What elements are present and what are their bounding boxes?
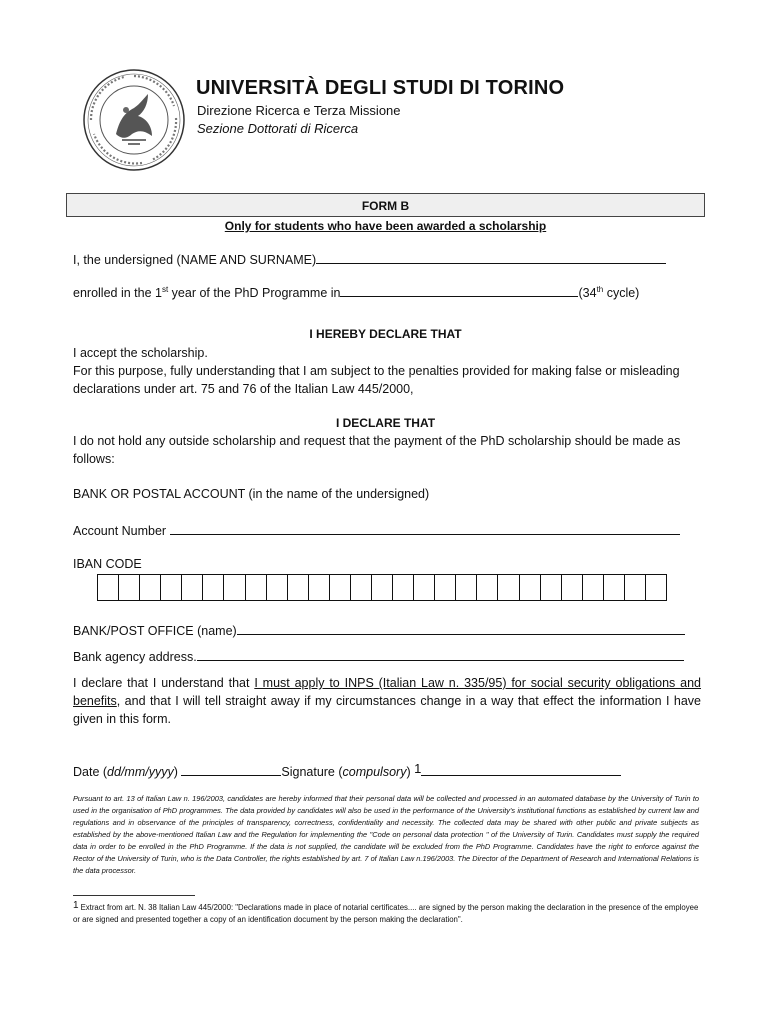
iban-cell[interactable] — [161, 575, 182, 600]
signature-field[interactable] — [421, 763, 621, 776]
penalties-text: For this purpose, fully understanding that I am subject to the penalties provided for making false or misleading declarations under art. 75 and 76 of the Italian Law 445/2000, — [73, 364, 680, 396]
form-subtitle: Only for students who have been awarded a scholarship — [224, 219, 547, 233]
inps-underlined-text: I must apply to INPS (Italian Law n. 335/95) for social security obligations and benefits — [73, 676, 701, 708]
iban-cell[interactable] — [646, 575, 666, 600]
footnote-ref: 1 — [414, 761, 422, 776]
account-number-field[interactable] — [170, 522, 680, 535]
enrolled-row — [73, 284, 639, 300]
iban-label: IBAN CODE — [73, 557, 142, 571]
iban-cell[interactable] — [351, 575, 372, 600]
iban-cell[interactable] — [456, 575, 477, 600]
inps-declaration: I declare that I understand that I must apply to INPS (Italian Law n. 335/95) for social security obligations and benefits, and that I will tell straight away if my circumstances change in a way that effect the information I have given in this form. — [73, 676, 701, 726]
department-name: Direzione Ricerca e Terza Missione — [197, 103, 401, 118]
iban-cell[interactable] — [140, 575, 161, 600]
iban-cell[interactable] — [498, 575, 519, 600]
bank-account-heading: BANK OR POSTAL ACCOUNT (in the name of the undersigned) — [73, 487, 430, 501]
iban-cell[interactable] — [477, 575, 498, 600]
iban-grid — [97, 574, 667, 601]
iban-cell[interactable] — [604, 575, 625, 600]
iban-cell[interactable] — [288, 575, 309, 600]
enrolled-sup: st — [161, 284, 169, 294]
bank-agency-row — [73, 648, 684, 664]
declare-heading-1: I HEREBY DECLARE THAT — [309, 327, 462, 341]
iban-cell[interactable] — [309, 575, 330, 600]
signature-row: Date (dd/mm/yyyy) Signature (compulsory) 1 — [73, 761, 621, 779]
iban-cell[interactable] — [435, 575, 456, 600]
date-format: dd/mm/yyyy — [107, 765, 174, 779]
account-number-row — [73, 522, 680, 538]
date-field[interactable] — [181, 763, 281, 776]
name-field[interactable] — [316, 251, 666, 264]
iban-cell[interactable] — [583, 575, 604, 600]
iban-cell[interactable] — [224, 575, 245, 600]
iban-cell[interactable] — [414, 575, 435, 600]
footnote — [73, 900, 699, 926]
footnote-text: Extract from art. N. 38 Italian Law 445/2000: "Declarations made in place of notarial certificates.... are signed by the person making the declaration in the presence of the employee or are signed and presented together a copy of an identification document by the person making the declaration". — [73, 903, 699, 924]
iban-cell[interactable] — [541, 575, 562, 600]
iban-cell[interactable] — [119, 575, 140, 600]
name-row — [73, 251, 666, 267]
form-title: FORM B — [361, 199, 410, 213]
university-name: UNIVERSITÀ DEGLI STUDI DI TORINO — [196, 77, 565, 99]
iban-cell[interactable] — [372, 575, 393, 600]
enrolled-mid: year of the PhD Programme in — [168, 286, 341, 300]
iban-cell[interactable] — [246, 575, 267, 600]
cycle-sup: th — [596, 284, 604, 294]
accept-text: I accept the scholarship. — [73, 346, 208, 360]
cycle-suffix: cycle) — [603, 286, 640, 300]
declare-heading-2: I DECLARE THAT — [335, 416, 436, 430]
section-name: Sezione Dottorati di Ricerca — [197, 121, 359, 136]
iban-cell[interactable] — [203, 575, 224, 600]
iban-cell[interactable] — [625, 575, 646, 600]
enrolled-prefix: enrolled in the 1 — [73, 286, 162, 300]
bank-office-label: BANK/POST OFFICE (name) — [73, 624, 237, 638]
iban-cell[interactable] — [330, 575, 351, 600]
bank-office-row — [73, 622, 685, 638]
iban-cell[interactable] — [393, 575, 414, 600]
iban-cell[interactable] — [267, 575, 288, 600]
bank-agency-label: Bank agency address. — [73, 650, 197, 664]
iban-cell[interactable] — [520, 575, 541, 600]
phd-programme-field[interactable] — [340, 284, 578, 297]
university-seal-logo — [82, 68, 186, 172]
privacy-notice: Pursuant to art. 13 of Italian Law n. 196/2003, candidates are hereby informed that their personal data will be collected and processed in an automated database by the University of Turin to used in the organisation of PhD programmes. The data provided by candidates will also be used in the performance of the University's institutional functions as established by current law and regulations and in observance of the principles of transparency, correctness, confidentiality and necessity. The collected data may be shared with other public and private subjects as established by the above-mentioned Italian Law and the Regulation for implementing the "Code on personal data protection " of the University of Turin. Candidates must supply the required data in order to be enrolled in the PhD Programme. If the data is not supplied, the candidate will be excluded from the PhD Programme. Candidates have the right to enforce against the Rector of the University of Turin, who is the Data Controller, the rights established by art. 7 of Italian Law n.196/2003. The Director of the Department of Research and International Relations is the data processor. — [73, 794, 699, 875]
scholarship-text: I do not hold any outside scholarship and request that the payment of the PhD scholarship should be made as follows: — [73, 434, 681, 466]
cycle-prefix: (34 — [578, 286, 597, 300]
iban-cell[interactable] — [562, 575, 583, 600]
bank-office-field[interactable] — [237, 622, 685, 635]
iban-cell[interactable] — [98, 575, 119, 600]
signature-note: compulsory — [342, 765, 407, 779]
iban-cell[interactable] — [182, 575, 203, 600]
footnote-divider — [73, 895, 195, 896]
name-label: I, the undersigned (NAME AND SURNAME) — [73, 253, 317, 267]
bank-agency-field[interactable] — [197, 648, 684, 661]
footnote-number: 1 — [73, 900, 79, 911]
account-number-label: Account Number — [73, 524, 170, 538]
